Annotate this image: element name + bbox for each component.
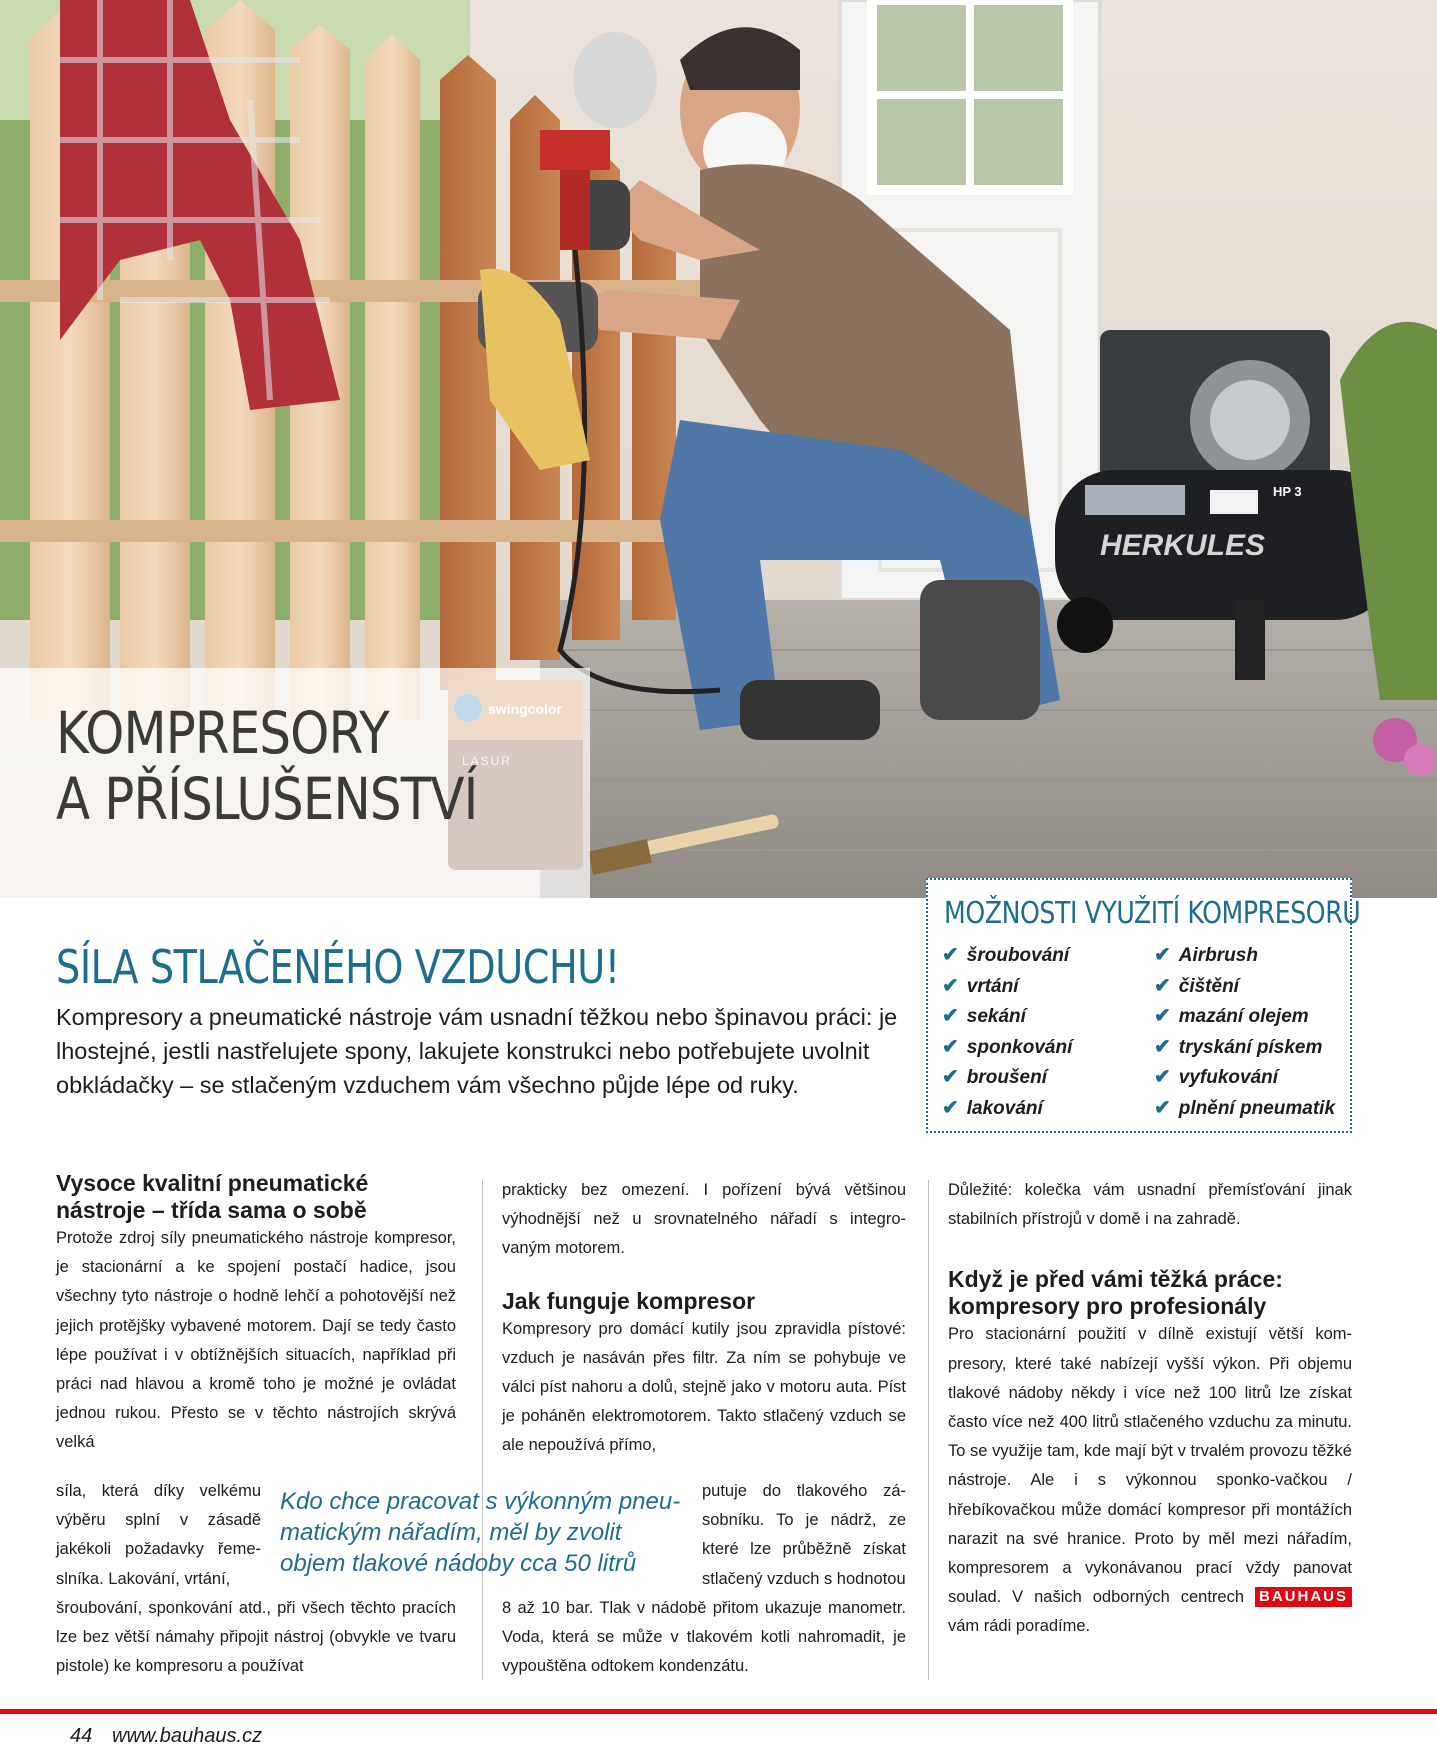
column-2-text: Kompresory pro domácí kutily jsou zpravidla pístové: vzduch je nasáván přes filtr. Za ním se pohybuje ve válci píst nahoru a dolů, stejně jako v motoru auta. Píst je poháněn elektromotorem. Takto stlačený vzduch se ale nepoužívá přímo, (502, 1319, 906, 1455)
list-item: ✔ plnění pneumatik (1154, 1096, 1336, 1119)
column-2-wrap-text: putuje do tlakového zá-sobníku. To je nádrž, ze které lze průběžně získat stlačený vzduch s hodnotou (702, 1482, 906, 1588)
list-item: ✔ šroubování (942, 944, 1070, 966)
check-icon: ✔ (942, 974, 959, 997)
options-box (926, 878, 1361, 1133)
column-3 (948, 1176, 1352, 1642)
check-icon: ✔ (1154, 1035, 1171, 1058)
list-item: ✔ mazání olejem (1154, 1005, 1309, 1027)
footer-rule (0, 1709, 1437, 1714)
bauhaus-logo: BAUHAUS (1255, 1587, 1352, 1607)
list-item: ✔ tryskání pískem (1154, 1035, 1323, 1058)
list-item: ✔ lakování (942, 1096, 1043, 1119)
page-title-line-2: A PŘÍSLUŠENSTVÍ (56, 765, 478, 833)
list-item: ✔ Airbrush (1154, 944, 1258, 966)
list-item: ✔ vrtání (942, 974, 1019, 997)
column-divider (928, 1180, 929, 1680)
column-2 (502, 1176, 906, 1461)
column-2-end-text: 8 až 10 bar. Tlak v nádobě přitom ukazuje manometr. Voda, která se může v tlakovém kotli nahromadit, je vypouštěna odtokem kondenzátu. (502, 1599, 906, 1676)
list-item: ✔ sekání (942, 1005, 1026, 1027)
column-2-heading: Jak funguje kompresor (502, 1287, 756, 1314)
column-1-end-text: šroubování, sponkování atd., při všech těchto pracích lze bez větší námahy připojit nástroj (obvykle ve tvaru pistole) ke kompresoru a používat (56, 1599, 456, 1676)
check-icon: ✔ (942, 1005, 959, 1027)
column-1-wrap (56, 1477, 261, 1594)
options-heading: MOŽNOSTI VYUŽITÍ KOMPRESORU (944, 896, 1361, 931)
compressor-brand: HERKULES (1100, 529, 1266, 562)
page-number: 44 (70, 1725, 93, 1747)
page-title-line-1: KOMPRESORY (56, 699, 389, 767)
article-intro: Kompresory a pneumatické nástroje vám usnadní těžkou nebo špinavou práci: je lhostejné, jestli nastřelujete spony, lakujete konstrukci nebo potřebujete uvolnit obkládačky – se stlačeným vzduchem vám všechno půjde lépe od ruky. (56, 1004, 898, 1098)
list-item: ✔ broušení (942, 1066, 1047, 1088)
check-icon: ✔ (942, 1066, 959, 1088)
check-icon: ✔ (1154, 1096, 1171, 1119)
column-1 (56, 1170, 456, 1458)
check-icon: ✔ (1154, 1066, 1171, 1088)
list-item: ✔ sponkování (942, 1035, 1073, 1058)
column-1-end (56, 1594, 456, 1682)
column-divider (482, 1180, 483, 1680)
article-heading: SÍLA STLAČENÉHO VZDUCHU! (56, 940, 620, 994)
pull-quote: Kdo chce pracovat s výkonným pneu-matickým nářadím, měl by zvolit objem tlakové nádoby cca 50 litrů (280, 1488, 681, 1577)
footer-url[interactable]: www.bauhaus.cz (112, 1725, 263, 1747)
check-icon: ✔ (942, 1035, 959, 1058)
options-list-right (1154, 942, 1335, 1125)
list-item: ✔ vyfukování (1154, 1066, 1279, 1088)
column-1-text: Protože zdroj síly pneumatického nástroje kompresor, je stacionární a ke spojení postačí hadice, jsou všechny tyto nástroje o hodně lehčí a pohotovější než jejich protějšky vybavené motorem. Dají se tedy často lépe používat i v obtížnějších situacích, například při práci nad hlavou a kromě toho je možné je ovládat jednou rukou. Přesto se v těchto nástrojích skrývá velká (56, 1229, 456, 1452)
check-icon: ✔ (1154, 1005, 1171, 1027)
check-icon: ✔ (942, 944, 959, 966)
column-2-end (502, 1594, 906, 1682)
column-2-wrap (702, 1477, 906, 1594)
options-list-left (942, 942, 1072, 1125)
column-2-top-text: prakticky bez omezení. I pořízení bývá většinou výhodnější než u srovnatelného nářadí s integro-vaným motorem. (502, 1181, 906, 1258)
column-3-top-text: Důležité: kolečka vám usnadní přemísťování jinak stabilních přístrojů v domě i na zahradě. (948, 1181, 1352, 1229)
column-1-wrap-text: síla, která díky velkému výběru splní v zásadě jakékoli požadavky řeme-slníka. Lakování, vrtání, (56, 1482, 261, 1588)
check-icon: ✔ (1154, 974, 1171, 997)
compressor-badge: HP 3 (1273, 484, 1302, 499)
column-3-text: Pro stacionární použití v dílně existují větší kom-presory, které také nabízejí vyšší výkon. Při objemu tlakové nádoby někdy i více než 100 litrů lze získat často více než 400 litrů stlačeného vzduchu za minutu. To se využije tam, kde mají být v trvalém provozu těžké nástroje. Ale i s výkonnou sponko-vačkou / hřebíkovačkou může domácí kompresor při montážích narazit na své hranice. Proto by měl mezi nářadím, kompresorem a vykonávanou prací vždy panovat soulad. V našich odborných centrech BAUHAUS vám rádi poradíme. (948, 1325, 1352, 1636)
check-icon: ✔ (942, 1096, 959, 1119)
column-1-heading: Vysoce kvalitní pneumatické nástroje – třída sama o sobě (56, 1170, 369, 1223)
column-3-heading: Když je před vámi těžká práce: kompresory pro profesionály (948, 1266, 1283, 1320)
page-title (56, 700, 477, 832)
check-icon: ✔ (1154, 944, 1171, 966)
list-item: ✔ čištění (1154, 974, 1239, 997)
